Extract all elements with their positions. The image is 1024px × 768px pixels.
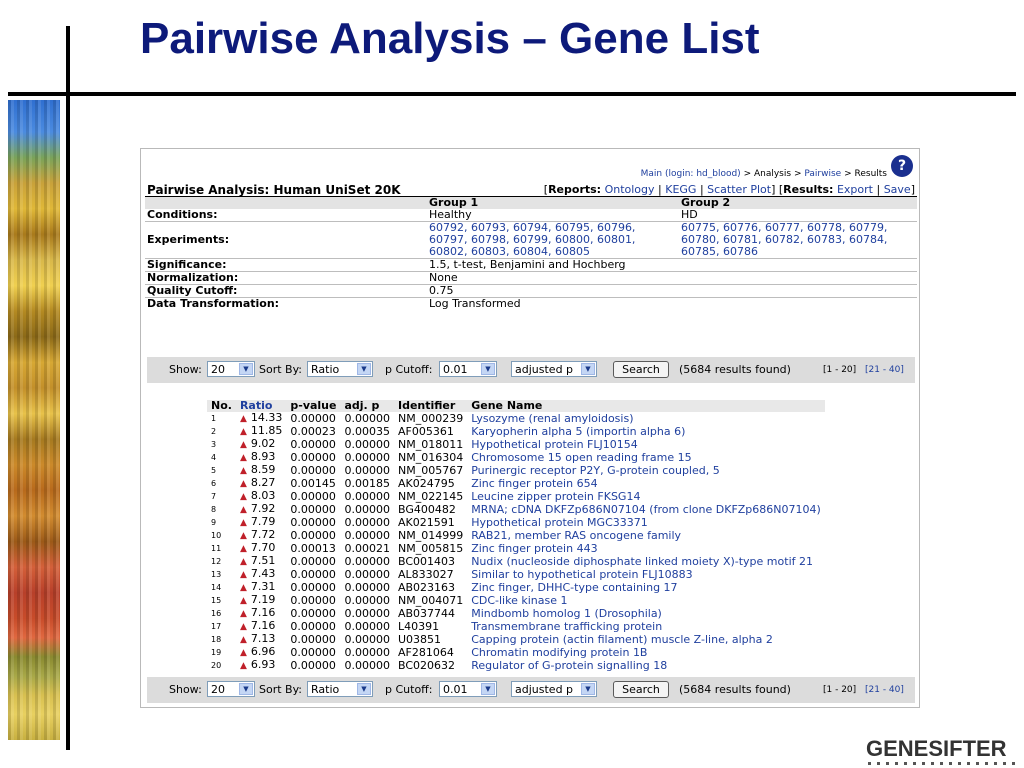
reports-label: Reports: <box>548 183 602 196</box>
table-row <box>207 412 825 425</box>
identifier: AL833027 <box>397 567 454 581</box>
gene-name-link[interactable]: Purinergic receptor P2Y, G-protein coupled, 5 <box>471 463 720 477</box>
table-row <box>207 477 825 490</box>
adj-p-value: 0.00021 <box>344 541 390 555</box>
row-number: 5 <box>211 465 217 475</box>
sort-by-value: Ratio <box>311 683 340 696</box>
breadcrumb-results: Results <box>854 169 887 179</box>
table-row <box>207 594 825 607</box>
identifier: NM_018011 <box>397 437 464 451</box>
identifier: L40391 <box>397 619 440 633</box>
p-value: 0.00000 <box>290 632 336 646</box>
up-arrow-icon: ▲ <box>239 518 247 528</box>
show-label: Show: <box>169 683 202 696</box>
conditions-label: Conditions: <box>145 209 427 222</box>
ratio-text: 7.19 <box>250 593 276 606</box>
page-current: [1 - 20] <box>823 685 857 695</box>
identifier: AF281064 <box>397 645 454 659</box>
breadcrumb-login[interactable]: (login: hd_blood) <box>664 169 741 179</box>
ratio-text: 8.93 <box>250 450 276 463</box>
group2-header: Group 2 <box>679 197 917 210</box>
transform-label: Data Transformation: <box>147 297 280 310</box>
breadcrumb-analysis: Analysis <box>753 169 792 179</box>
page-next-link[interactable]: [21 - 40] <box>865 365 904 375</box>
experiments-group1[interactable]: 60792, 60793, 60794, 60795, 60796, 60797, 60798, 60799, 60800, 60801, 60802, 60803, 60804, 60805 <box>427 222 679 259</box>
p-value: 0.00000 <box>290 554 336 568</box>
p-value: 0.00000 <box>290 606 336 620</box>
sort-by-label: Sort By: <box>259 683 303 696</box>
adj-p-value: 0.00000 <box>344 450 390 464</box>
ratio-text: 7.13 <box>250 632 276 645</box>
row-number: 1 <box>211 413 217 423</box>
gene-name-link[interactable]: Hypothetical protein FLJ10154 <box>471 437 638 451</box>
identifier: NM_014999 <box>397 528 464 542</box>
show-select-value: 20 <box>211 683 225 696</box>
up-arrow-icon: ▲ <box>239 479 247 489</box>
chevron-down-icon: ▼ <box>481 683 495 695</box>
normalization-value: None <box>427 272 917 285</box>
row-number: 14 <box>211 582 222 592</box>
up-arrow-icon: ▲ <box>239 505 247 515</box>
search-button[interactable]: Search <box>613 361 669 378</box>
table-row <box>207 516 825 529</box>
up-arrow-icon: ▲ <box>239 492 247 502</box>
ratio-text: 7.72 <box>250 528 276 541</box>
link-ontology[interactable]: Ontology <box>604 183 655 196</box>
breadcrumb-sep: > <box>793 169 802 179</box>
help-icon[interactable]: ? <box>891 155 913 177</box>
show-select[interactable] <box>207 681 255 697</box>
gene-name-link[interactable]: Leucine zipper protein FKSG14 <box>471 489 641 503</box>
breadcrumb-pairwise[interactable]: Pairwise <box>804 169 842 179</box>
adj-p-value: 0.00000 <box>344 554 390 568</box>
table-row <box>207 607 825 620</box>
up-arrow-icon: ▲ <box>239 427 247 437</box>
gene-name-link[interactable]: Karyopherin alpha 5 (importin alpha 6) <box>471 424 686 438</box>
chevron-down-icon: ▼ <box>581 363 595 375</box>
up-arrow-icon: ▲ <box>239 531 247 541</box>
identifier: NM_004071 <box>397 593 464 607</box>
identifier: BG400482 <box>397 502 456 516</box>
gene-name-link[interactable]: Mindbomb homolog 1 (Drosophila) <box>471 606 662 620</box>
ratio-text: 7.31 <box>250 580 276 593</box>
table-row <box>207 659 825 672</box>
adj-p-value: 0.00000 <box>344 619 390 633</box>
identifier: NM_000239 <box>397 411 464 425</box>
gene-name-link[interactable]: Zinc finger, DHHC-type containing 17 <box>471 580 678 594</box>
ratio-text: 7.79 <box>250 515 276 528</box>
results-header-row <box>207 400 825 412</box>
sort-by-select[interactable] <box>307 681 373 697</box>
ratio-text: 8.59 <box>250 463 276 476</box>
row-number: 4 <box>211 452 217 462</box>
p-cutoff-select[interactable] <box>439 361 497 377</box>
p-cutoff-select[interactable] <box>439 681 497 697</box>
row-number: 13 <box>211 569 222 579</box>
results-found: (5684 results found) <box>679 363 791 376</box>
up-arrow-icon: ▲ <box>239 453 247 463</box>
identifier: AK024795 <box>397 476 455 490</box>
adj-p-value: 0.00000 <box>344 463 390 477</box>
show-select[interactable] <box>207 361 255 377</box>
p-value: 0.00145 <box>290 476 336 490</box>
row-number: 18 <box>211 634 222 644</box>
p-value: 0.00000 <box>290 645 336 659</box>
gene-name-link[interactable]: Capping protein (actin filament) muscle Z-line, alpha 2 <box>471 632 773 646</box>
gene-name-link[interactable]: Regulator of G-protein signalling 18 <box>471 658 668 672</box>
results-label: Results: <box>783 183 834 196</box>
row-number: 20 <box>211 660 222 670</box>
row-number: 6 <box>211 478 217 488</box>
identifier: BC020632 <box>397 658 456 672</box>
horizontal-rule <box>8 92 1016 96</box>
ratio-text: 7.92 <box>250 502 276 515</box>
sort-by-label: Sort By: <box>259 363 303 376</box>
table-row <box>207 451 825 464</box>
p-value: 0.00000 <box>290 567 336 581</box>
chevron-down-icon: ▼ <box>239 363 253 375</box>
row-number: 8 <box>211 504 217 514</box>
row-number: 16 <box>211 608 222 618</box>
link-export[interactable]: Export <box>836 183 873 196</box>
table-row <box>207 555 825 568</box>
up-arrow-icon: ▲ <box>239 466 247 476</box>
experiments-group2[interactable]: 60775, 60776, 60777, 60778, 60779, 60780, 60781, 60782, 60783, 60784, 60785, 60786 <box>679 222 917 259</box>
p-value: 0.00000 <box>290 528 336 542</box>
table-row <box>207 425 825 438</box>
vertical-rule <box>66 26 70 750</box>
quality-cutoff-value: 0.75 <box>427 285 917 298</box>
ratio-text: 6.93 <box>250 658 276 671</box>
identifier: U03851 <box>397 632 442 646</box>
breadcrumb <box>641 169 887 179</box>
gene-name-link[interactable]: CDC-like kinase 1 <box>471 593 568 607</box>
col-ratio[interactable]: Ratio <box>236 400 286 412</box>
p-value: 0.00000 <box>290 463 336 477</box>
ratio-text: 7.43 <box>250 567 276 580</box>
analysis-info-table <box>145 184 917 310</box>
up-arrow-icon: ▲ <box>239 544 247 554</box>
gene-name-link[interactable]: Zinc finger protein 654 <box>471 476 598 490</box>
up-arrow-icon: ▲ <box>239 622 247 632</box>
slide-title: Pairwise Analysis – Gene List <box>140 14 760 63</box>
ratio-text: 9.02 <box>250 437 276 450</box>
significance-value: 1.5, t-test, Benjamini and Hochberg <box>427 259 917 272</box>
adj-p-value: 0.00000 <box>344 593 390 607</box>
row-number: 11 <box>211 543 222 553</box>
adj-p-value: 0.00000 <box>344 489 390 503</box>
up-arrow-icon: ▲ <box>239 661 247 671</box>
p-value: 0.00000 <box>290 619 336 633</box>
autumn-photo-strip <box>8 100 60 740</box>
identifier: AB037744 <box>397 606 456 620</box>
identifier: BC001403 <box>397 554 456 568</box>
row-number: 17 <box>211 621 222 631</box>
col-p-value[interactable]: p-value <box>286 400 340 412</box>
ratio-text: 7.70 <box>250 541 276 554</box>
link-kegg[interactable]: KEGG <box>665 183 697 196</box>
gene-results-table <box>207 400 825 672</box>
table-row <box>207 581 825 594</box>
sort-by-select[interactable] <box>307 361 373 377</box>
col-gene-name[interactable]: Gene Name <box>467 400 825 412</box>
control-bar-bottom <box>147 677 915 703</box>
table-row <box>207 438 825 451</box>
ratio-value <box>236 659 286 672</box>
show-select-value: 20 <box>211 363 225 376</box>
identifier: NM_022145 <box>397 489 464 503</box>
identifier: NM_005815 <box>397 541 464 555</box>
row-number: 19 <box>211 647 222 657</box>
experiments-label: Experiments: <box>145 222 427 259</box>
up-arrow-icon: ▲ <box>239 414 247 424</box>
conditions-group1: Healthy <box>427 209 679 222</box>
breadcrumb-sep: > <box>844 169 852 179</box>
chevron-down-icon: ▼ <box>357 363 371 375</box>
adjusted-p-select[interactable] <box>511 361 597 377</box>
results-found: (5684 results found) <box>679 683 791 696</box>
ratio-text: 11.85 <box>250 424 283 437</box>
breadcrumb-main[interactable]: Main <box>640 169 663 179</box>
gene-name-link[interactable]: RAB21, member RAS oncogene family <box>471 528 682 542</box>
page-current: [1 - 20] <box>823 365 857 375</box>
table-row <box>207 529 825 542</box>
p-value: 0.00013 <box>290 541 336 555</box>
chevron-down-icon: ▼ <box>481 363 495 375</box>
gene-name-link[interactable]: Lysozyme (renal amyloidosis) <box>471 411 634 425</box>
up-arrow-icon: ▲ <box>239 440 247 450</box>
identifier: NM_005767 <box>397 463 464 477</box>
analysis-title: Pairwise Analysis: Human UniSet 20K <box>145 184 427 197</box>
row-number: 15 <box>211 595 222 605</box>
row-number: 2 <box>211 426 217 436</box>
chevron-down-icon: ▼ <box>581 683 595 695</box>
p-cutoff-label: p Cutoff: <box>385 683 433 696</box>
row-number: 9 <box>211 517 217 527</box>
row-number: 10 <box>211 530 222 540</box>
adj-p-value: 0.00000 <box>344 515 390 529</box>
table-row <box>207 633 825 646</box>
table-row <box>207 464 825 477</box>
up-arrow-icon: ▲ <box>239 570 247 580</box>
ratio-text: 14.33 <box>250 411 283 424</box>
identifier: AK021591 <box>397 515 455 529</box>
adjusted-p-value: adjusted p <box>515 683 574 696</box>
identifier: AF005361 <box>397 424 454 438</box>
gene-name-link[interactable]: MRNA; cDNA DKFZp686N07104 (from clone DKFZp686N07104) <box>471 502 821 516</box>
adj-p-value: 0.00000 <box>344 437 390 451</box>
ratio-text: 6.96 <box>250 645 276 658</box>
table-row <box>207 568 825 581</box>
table-row <box>207 503 825 516</box>
transform-value: Log Transformed <box>429 297 521 310</box>
adj-p-value: 0.00000 <box>344 658 390 672</box>
page-next-link[interactable]: [21 - 40] <box>865 685 904 695</box>
adj-p-value: 0.00000 <box>344 567 390 581</box>
link-scatter-plot[interactable]: Scatter Plot <box>707 183 772 196</box>
col-adj-p[interactable]: adj. p <box>340 400 394 412</box>
up-arrow-icon: ▲ <box>239 648 247 658</box>
ratio-text: 8.03 <box>250 489 276 502</box>
table-row <box>207 620 825 633</box>
p-value: 0.00000 <box>290 515 336 529</box>
adjusted-p-value: adjusted p <box>515 363 574 376</box>
gene-name-link[interactable]: Hypothetical protein MGC33371 <box>471 515 648 529</box>
adj-p-value: 0.00185 <box>344 476 390 490</box>
row-number: 12 <box>211 556 222 566</box>
table-row <box>207 542 825 555</box>
p-value: 0.00000 <box>290 437 336 451</box>
row-number: 3 <box>211 439 217 449</box>
p-value: 0.00000 <box>290 411 336 425</box>
p-value: 0.00023 <box>290 424 336 438</box>
gene-name-link[interactable]: Chromosome 15 open reading frame 15 <box>471 450 692 464</box>
control-bar-top <box>147 357 915 383</box>
col-no: No. <box>207 400 236 412</box>
adj-p-value: 0.00000 <box>344 580 390 594</box>
group1-header: Group 1 <box>427 197 679 210</box>
gene-name-link[interactable]: Zinc finger protein 443 <box>471 541 598 555</box>
report-links: [Reports: Ontology | KEGG | Scatter Plot] [Results: Export | Save] <box>427 184 917 197</box>
sort-by-value: Ratio <box>311 363 340 376</box>
adj-p-value: 0.00000 <box>344 528 390 542</box>
up-arrow-icon: ▲ <box>239 635 247 645</box>
p-value: 0.00000 <box>290 450 336 464</box>
significance-label: Significance: <box>145 259 427 272</box>
ratio-text: 8.27 <box>250 476 276 489</box>
gene-name-link[interactable]: Transmembrane trafficking protein <box>471 619 663 633</box>
p-cutoff-label: p Cutoff: <box>385 363 433 376</box>
p-cutoff-value: 0.01 <box>443 683 468 696</box>
ratio-text: 7.51 <box>250 554 276 567</box>
adj-p-value: 0.00035 <box>344 424 390 438</box>
adjusted-p-select[interactable] <box>511 681 597 697</box>
col-identifier[interactable]: Identifier <box>394 400 467 412</box>
ratio-text: 7.16 <box>250 619 276 632</box>
gene-name-link[interactable]: Similar to hypothetical protein FLJ10883 <box>471 567 693 581</box>
adj-p-value: 0.00000 <box>344 645 390 659</box>
genesifter-logo: GENESIFTER <box>866 736 1007 761</box>
chevron-down-icon: ▼ <box>357 683 371 695</box>
p-value: 0.00000 <box>290 580 336 594</box>
ratio-text: 7.16 <box>250 606 276 619</box>
search-button[interactable]: Search <box>613 681 669 698</box>
adj-p-value: 0.00000 <box>344 632 390 646</box>
up-arrow-icon: ▲ <box>239 557 247 567</box>
breadcrumb-sep: > <box>743 169 752 179</box>
p-value: 0.00000 <box>290 502 336 516</box>
adj-p-value: 0.00000 <box>344 606 390 620</box>
show-label: Show: <box>169 363 202 376</box>
up-arrow-icon: ▲ <box>239 596 247 606</box>
identifier: NM_016304 <box>397 450 464 464</box>
table-row <box>207 490 825 503</box>
chevron-down-icon: ▼ <box>239 683 253 695</box>
p-value: 0.00000 <box>290 593 336 607</box>
adj-p-value: 0.00000 <box>344 411 390 425</box>
table-row <box>207 646 825 659</box>
link-save[interactable]: Save <box>883 183 911 196</box>
identifier: AB023163 <box>397 580 456 594</box>
gene-name-link[interactable]: Nudix (nucleoside diphosphate linked moiety X)-type motif 21 <box>471 554 813 568</box>
conditions-group2: HD <box>679 209 917 222</box>
up-arrow-icon: ▲ <box>239 609 247 619</box>
logo-dots <box>868 762 1018 765</box>
up-arrow-icon: ▲ <box>239 583 247 593</box>
adj-p-value: 0.00000 <box>344 502 390 516</box>
p-cutoff-value: 0.01 <box>443 363 468 376</box>
row-number: 7 <box>211 491 217 501</box>
p-value: 0.00000 <box>290 658 336 672</box>
p-value: 0.00000 <box>290 489 336 503</box>
screenshot-panel <box>140 148 920 708</box>
normalization-label: Normalization: <box>145 272 427 285</box>
gene-name-link[interactable]: Chromatin modifying protein 1B <box>471 645 648 659</box>
quality-cutoff-label: Quality Cutoff: <box>145 285 427 298</box>
